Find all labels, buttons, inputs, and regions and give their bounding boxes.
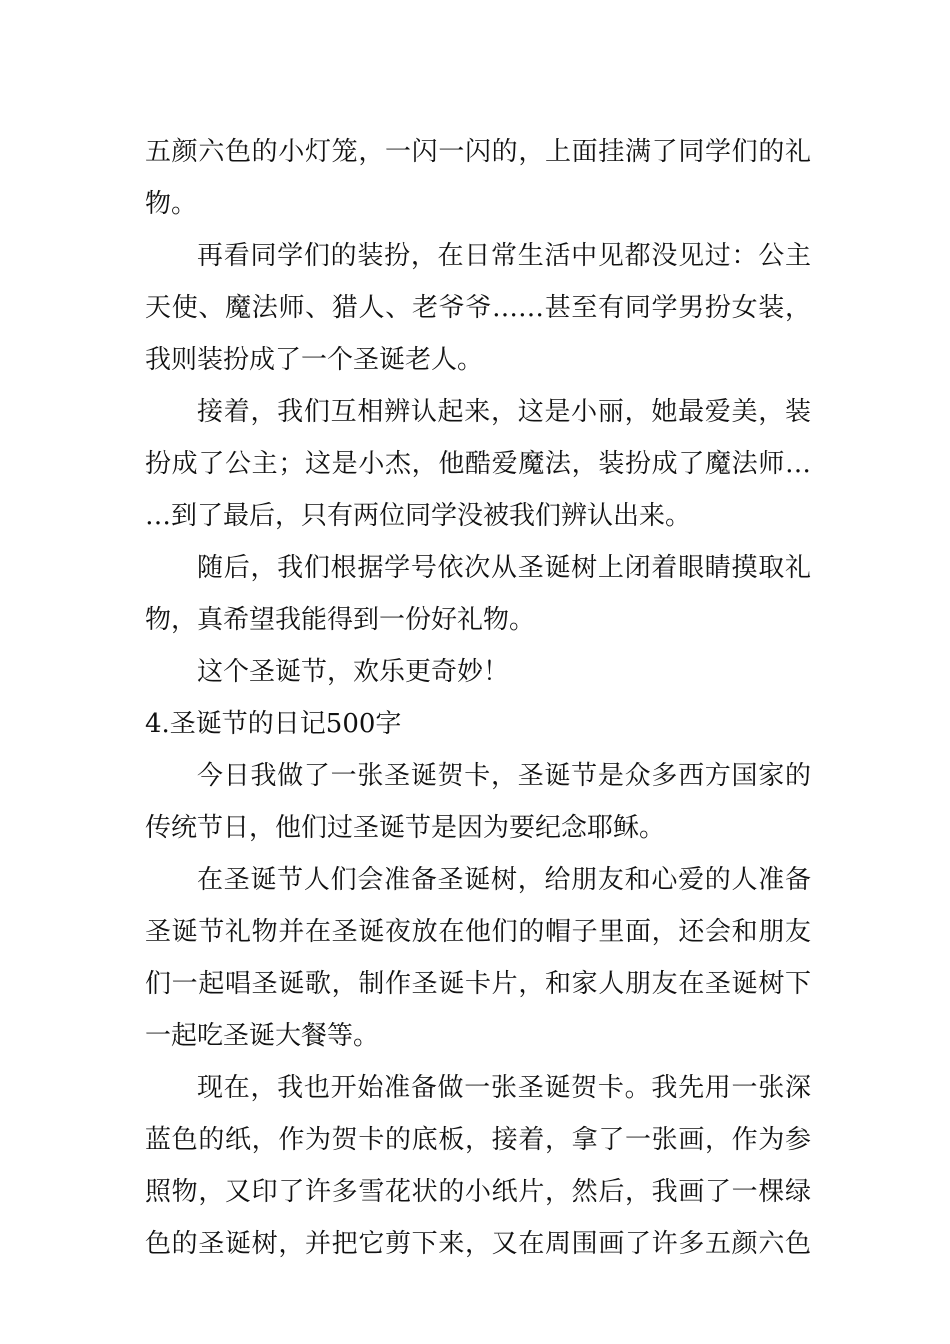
text-line: 在圣诞节人们会准备圣诞树，给朋友和心爱的人准备: [197, 865, 811, 895]
text-line: 蓝色的纸，作为贺卡的底板，接着，拿了一张画，作为参: [145, 1125, 811, 1155]
article-body: [145, 126, 811, 1270]
text-line: 天使、魔法师、猎人、老爷爷……甚至有同学男扮女装，: [145, 293, 811, 323]
text-line: 扮成了公主；这是小杰，他酷爱魔法，装扮成了魔法师…: [145, 449, 811, 479]
text-line: 现在，我也开始准备做一张圣诞贺卡。我先用一张深: [197, 1073, 811, 1103]
text-line: 们一起唱圣诞歌，制作圣诞卡片，和家人朋友在圣诞树下: [145, 969, 811, 999]
text-line: 物。: [145, 189, 198, 219]
text-line: 物，真希望我能得到一份好礼物。: [145, 605, 536, 635]
text-line: 圣诞节礼物并在圣诞夜放在他们的帽子里面，还会和朋友: [145, 917, 811, 947]
text-line: 五颜六色的小灯笼，一闪一闪的，上面挂满了同学们的礼: [145, 137, 811, 167]
text-line: 今日我做了一张圣诞贺卡，圣诞节是众多西方国家的: [197, 761, 811, 791]
text-line: 随后，我们根据学号依次从圣诞树上闭着眼睛摸取礼: [197, 553, 811, 583]
text-line: 我则装扮成了一个圣诞老人。: [145, 345, 484, 375]
text-line: 这个圣诞节，欢乐更奇妙！: [197, 657, 510, 687]
text-line: 再看同学们的装扮，在日常生活中见都没见过：公主: [197, 241, 811, 271]
text-line: 一起吃圣诞大餐等。: [145, 1021, 380, 1051]
text-line: 接着，我们互相辨认起来，这是小丽，她最爱美，装: [197, 397, 811, 427]
section-heading: 4.圣诞节的日记500字: [145, 709, 402, 739]
text-line: 传统节日，他们过圣诞节是因为要纪念耶稣。: [145, 813, 666, 843]
text-line: …到了最后，只有两位同学没被我们辨认出来。: [145, 501, 692, 531]
text-line: 照物，又印了许多雪花状的小纸片，然后，我画了一棵绿: [145, 1177, 811, 1207]
text-line: 色的圣诞树，并把它剪下来，又在周围画了许多五颜六色: [145, 1229, 811, 1259]
